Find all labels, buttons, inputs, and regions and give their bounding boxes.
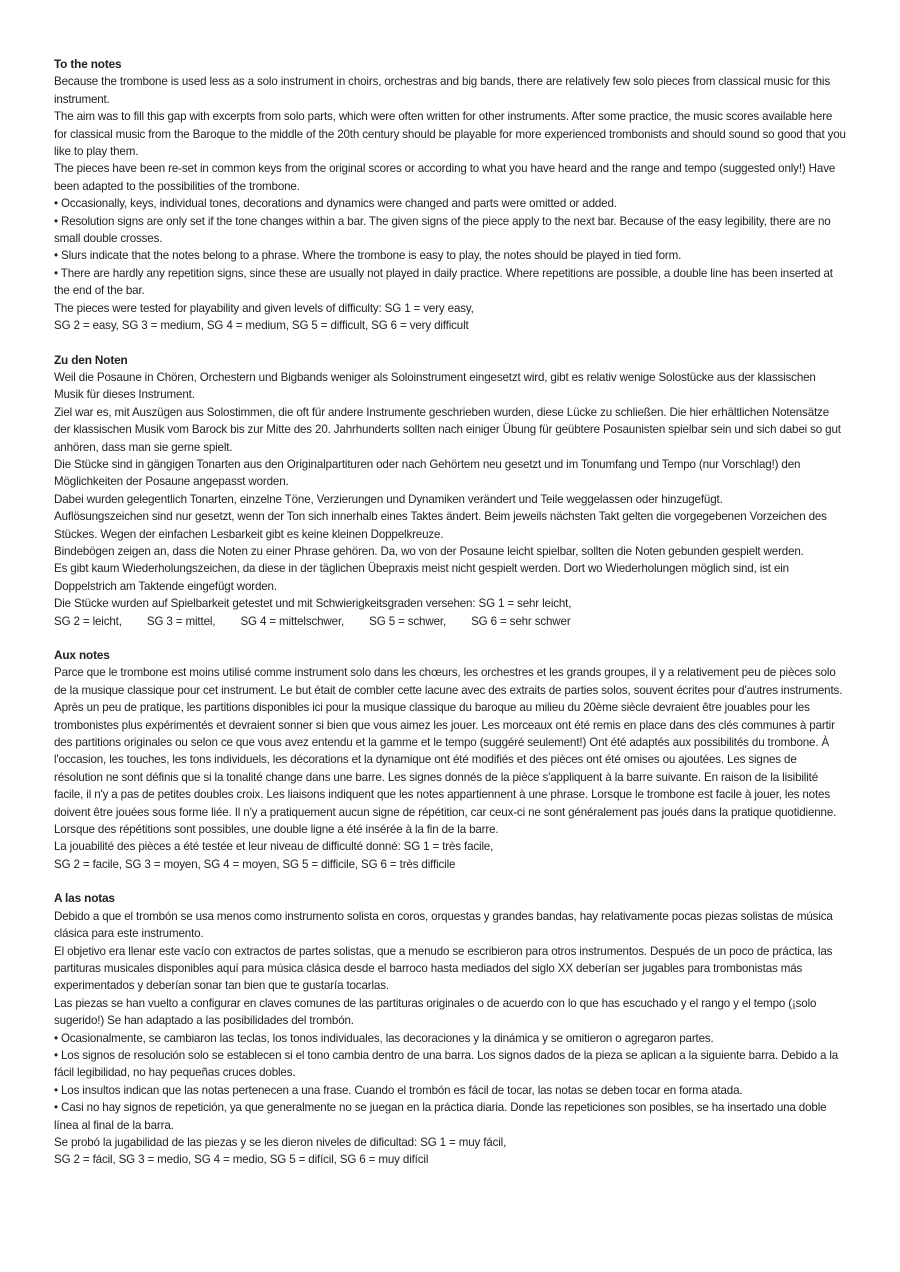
bullet-paragraph: • Los insultos indican que las notas pertenecen a una frase. Cuando el trombón es fácil de tocar, las notas se deben tocar en forma atada. [54,1083,743,1097]
paragraph: The pieces have been re-set in common keys from the original scores or according to what you have heard and the range and tempo (suggested only!) Have been adapted to the possibilities of the trombone. [54,162,836,193]
difficulty-level: SG 6 = sehr schwer [471,614,571,628]
bullet-paragraph: • Resolution signs are only set if the tone changes within a bar. The given signs of the piece apply to the next bar. Because of the easy legibility, there are no small double crosses. [54,214,831,246]
section-french [54,647,848,873]
difficulty-levels [54,613,848,630]
paragraph: Because the trombone is used less as a solo instrument in choirs, orchestras and big bands, there are relatively few solo pieces from classical music for this instrument. [54,75,830,106]
paragraph: Auflösungszeichen sind nur gesetzt, wenn der Ton sich innerhalb eines Taktes ändert. Beim jeweils nächsten Takt gelten die vorgegebenen Vorzeichen des Stückes. Wegen der einfachen Lesbarkeit gibt es keine kleinen Doppelkreuze. [54,510,827,541]
bullet-paragraph: • Slurs indicate that the notes belong to a phrase. Where the trombone is easy to play, the notes should be played in tied form. [54,249,682,263]
paragraph: El objetivo era llenar este vacío con extractos de partes solistas, que a menudo se escribieron para otros instrumentos. Después de un poco de práctica, las partituras musicales disponibles aquí para música clásica desde el barroco hasta mediados del siglo XX deberían ser jugables para trombonistas más experimentados y deberían sonar tan bien que te gustaría tocarlas. [54,944,833,993]
section-spanish [54,890,848,1169]
difficulty-intro: The pieces were tested for playability and given levels of difficulty: SG 1 = very easy, [54,301,474,315]
paragraph: Bindebögen zeigen an, dass die Noten zu einer Phrase gehören. Da, wo von der Posaune leicht spielbar, sollten die Noten gebunden gespielt werden. [54,544,804,558]
difficulty-level: SG 4 = mittelschwer, [240,614,345,628]
paragraph: Weil die Posaune in Chören, Orchestern und Bigbands weniger als Soloinstrument eingesetzt wird, gibt es relativ wenige Solostücke aus der klassischen Musik für dieses Instrument. [54,370,816,402]
bullet-paragraph: • Los signos de resolución solo se establecen si el tono cambia dentro de una barra. Los signos dados de la pieza se aplican a la siguiente barra. Debido a la fácil legibilidad, no hay pequeñas cruces dobles. [54,1048,839,1080]
section-heading: To the notes [54,57,122,71]
paragraph: Las piezas se han vuelto a configurar en claves comunes de las partituras originales o de acuerdo con lo que has escuchado y el rango y el tempo (¡solo sugerido!) Se han adaptado a las posibilidades del trombón. [54,996,817,1028]
paragraph: Debido a que el trombón se usa menos como instrumento solista en coros, orquestas y grandes bandas, hay relativamente pocas piezas solistas de música clásica para este instrumento. [54,909,833,941]
paragraph: Ziel war es, mit Auszügen aus Solostimmen, die oft für andere Instrumente geschrieben wurden, diese Lücke zu schließen. Die hier erhältlichen Notensätze der klassischen Musik vom Barock bis zur Mitte des 20. Jahrhunderts sollten nach einiger Übung für geübtere Posaunisten spielbar sein und sich dabei so gut anhören, dass man sie gerne spielt. [54,405,841,454]
bullet-paragraph: • Casi no hay signos de repetición, ya que generalmente no se juegan en la práctica diaria. Donde las repeticiones son posibles, se ha insertado una doble línea al final de la barra. [54,1101,827,1132]
section-heading: Aux notes [54,648,110,662]
bullet-paragraph: • Occasionally, keys, individual tones, decorations and dynamics were changed and parts were omitted or added. [54,197,617,211]
bullet-paragraph: • There are hardly any repetition signs, since these are usually not played in daily practice. Where repetitions are possible, a double line has been inserted at the end of the bar. [54,266,833,298]
difficulty-level: SG 3 = mittel, [146,614,216,628]
section-english [54,56,848,335]
paragraph: Parce que le trombone est moins utilisé comme instrument solo dans les chœurs, les orchestres et les grands groupes, il y a relativement peu de pièces solo de la musique classique pour cet instrument. Le but était de combler cette lacune avec des extraits de parties solos, souvent écrites pour d'autres instruments. Après un peu de pratique, les partitions disponibles ici pour la musique classique du baroque au milieu du 20ème siècle devraient être jouables pour les trombonistes plus expérimentés et devraient sonner si bien que vous aimez les jouer. Les morceaux ont été remis en place dans des clés communes à partir des partitions originales ou selon ce que vous avez entendu et la gamme et le tempo (suggéré seulement!) Ont été adaptés aux possibilités du trombone. À l'occasion, les touches, les tons individuels, les décorations et la dynamique ont été modifiés et des pièces ont été omises ou ajoutées. Les signes de résolution ne sont définis que si la tonalité change dans une barre. Les signes donnés de la pièce s'appliquent à la barre suivante. En raison de la lisibilité facile, il n'y a pas de petites doubles croix. Les liaisons indiquent que les notes appartiennent à une phrase. Lorsque le trombone est facile à jouer, les notes doivent être jouées sous forme liée. Il n'y a pratiquement aucun signe de répétition, car ceux-ci ne sont généralement pas joués dans la pratique quotidienne. Lorsque des répétitions sont possibles, une double ligne a été insérée à la fin de la barre. [54,666,843,837]
difficulty-intro: Se probó la jugabilidad de las piezas y se les dieron niveles de dificultad: SG 1 = muy fácil, [54,1135,507,1149]
difficulty-levels: SG 2 = facile, SG 3 = moyen, SG 4 = moyen, SG 5 = difficile, SG 6 = très difficile [54,857,456,871]
paragraph: Die Stücke sind in gängigen Tonarten aus den Originalpartituren oder nach Gehörtem neu gesetzt und im Tonumfang und Tempo (nur Vorschlag!) den Möglichkeiten der Posaune angepasst worden. [54,457,801,489]
difficulty-intro: Die Stücke wurden auf Spielbarkeit getestet und mit Schwierigkeitsgraden versehen: SG 1 = sehr leicht, [54,597,572,611]
difficulty-levels: SG 2 = fácil, SG 3 = medio, SG 4 = medio, SG 5 = difícil, SG 6 = muy difícil [54,1153,429,1167]
difficulty-levels: SG 2 = easy, SG 3 = medium, SG 4 = medium, SG 5 = difficult, SG 6 = very difficult [54,319,469,333]
bullet-paragraph: • Ocasionalmente, se cambiaron las teclas, los tonos individuales, las decoraciones y la dinámica y se omitieron o agregaron partes. [54,1031,714,1045]
difficulty-level: SG 5 = schwer, [369,614,447,628]
paragraph: Dabei wurden gelegentlich Tonarten, einzelne Töne, Verzierungen und Dynamiken verändert und Teile weggelassen oder hinzugefügt. [54,492,723,506]
section-heading: A las notas [54,891,115,906]
paragraph: Es gibt kaum Wiederholungszeichen, da diese in der täglichen Übepraxis meist nicht gespielt werden. Dort wo Wiederholungen möglich sind, ist ein Doppelstrich am Taktende eingefügt worden. [54,562,789,593]
section-heading: Zu den Noten [54,352,128,367]
difficulty-level: SG 2 = leicht, [54,614,122,628]
section-german [54,352,848,631]
paragraph: The aim was to fill this gap with excerpts from solo parts, which were often written for other instruments. After some practice, the music scores available here for classical music from the Baroque to the middle of the 20th century should be playable for more experienced trombonists and should sound so good that you like to play them. [54,110,846,159]
difficulty-intro: La jouabilité des pièces a été testée et leur niveau de difficulté donné: SG 1 = très facile, [54,840,494,854]
